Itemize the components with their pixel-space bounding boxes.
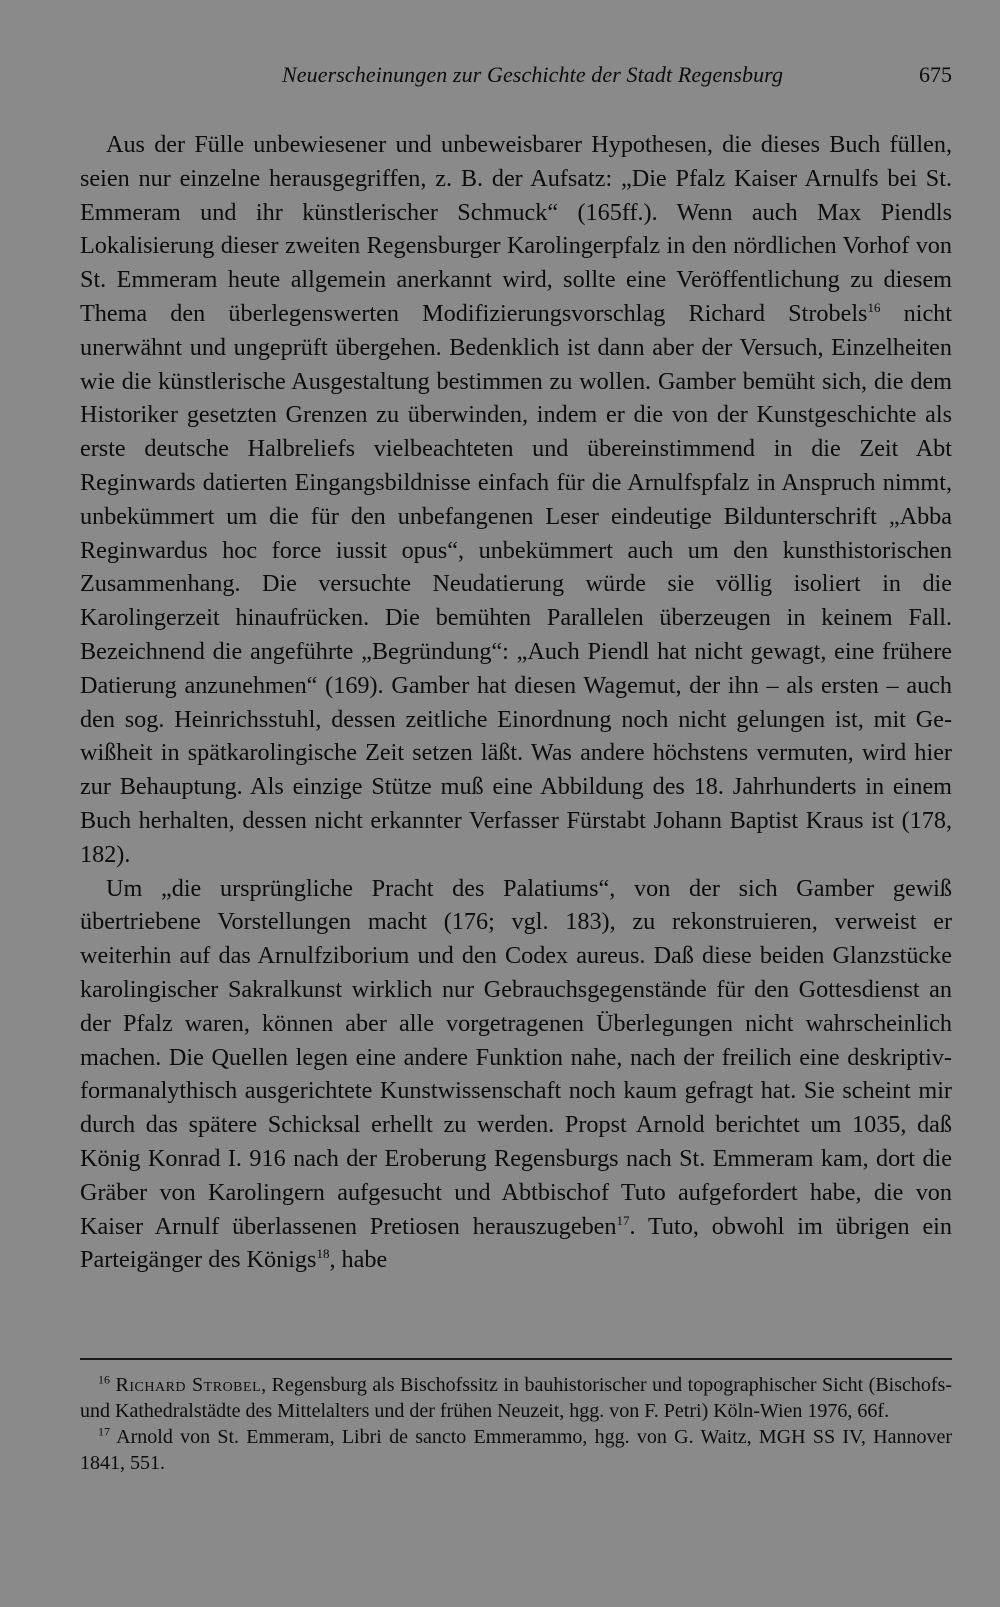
paragraph-1-part-2: nicht unerwähnt und ungeprüft übergehen. Bedenklich ist dann aber der Versuch, Einzelheiten wie die künstlerische Ausgestaltung bestimmen zu wollen. Gamber bemüht sich, die dem Historiker gesetzten Grenzen zu überwinden, indem er die von der Kunstgeschichte als erste deutsche Halbreliefs vielbeachteten und übereinstimmend in die Zeit Abt Reginwards datierten Eingangsbildnisse einfach für die Arnulfspfalz in Anspruch nimmt, unbekümmert um die für den unbefangenen Leser eindeutige Bildunterschrift „Abba Reginwardus hoc force iussit opus“, unbekümmert auch um den kunsthistorischen Zusammenhang. Die versuchte Neudatierung würde sie völlig isoliert in die Karolingerzeit hinaufrücken. Die bemühten Parallelen überzeugen in keinem Fall. Bezeichnend die angeführte „Begründung“: „Auch Piendl hat nicht gewagt, eine frühere Datierung anzunehmen“ (169). Gamber hat diesen Wagemut, der ihn – als ersten – auch den sog. Heinrichsstuhl, dessen zeitliche Einordnung noch nicht gelungen ist, mit Gewißheit in spätkarolingische Zeit setzen läßt. Was andere höchstens vermuten, wird hier zur Behauptung. Als einzige Stütze muß eine Abbildung des 18. Jahrhunderts in einem Buch herhalten, dessen nicht erkannter Verfasser Fürstabt Johann Baptist Kraus ist (178, 182). [80, 299, 952, 868]
paragraph-2-part-2: . Tuto, obwohl im übrigen ein Parteigänger des Königs [80, 1212, 952, 1274]
footnote-16 [80, 1372, 952, 1424]
page-number: 675 [919, 62, 952, 87]
running-title: Neuerscheinungen zur Geschichte der Stadt Regensburg [282, 62, 784, 87]
footnote-ref-17: 17 [616, 1212, 630, 1228]
footnote-17 [80, 1424, 952, 1476]
paragraph-2 [80, 872, 952, 1278]
footnote-marker-16: 16 [98, 1372, 110, 1387]
footnotes [80, 1372, 952, 1476]
main-text [80, 128, 952, 1277]
paragraph-2-part-3: , habe [329, 1246, 388, 1274]
footnote-17-text: Arnold von St. Emmeram, Libri de sancto Emmerammo, hgg. von G. Waitz, MGH SS IV, Hannover 1841, 551. [80, 1426, 952, 1474]
paragraph-1-part-1: Aus der Fülle unbewiesener und unbeweisbarer Hypothesen, die dieses Buch füllen, seien nur einzelne herausgegriffen, z. B. der Aufsatz: „Die Pfalz Kaiser Arnulfs bei St. Emmeram und ihr künstlerischer Schmuck“ (165ff.). Wenn auch Max Piendls Lokalisierung dieser zweiten Regensburger Karolingerpfalz in den nördlichen Vorhof von St. Emmeram heute allgemein anerkannt wird, sollte eine Veröffentlichung zu diesem Thema den überlegenswerten Modifizierungsvorschlag Richard Strobels [80, 131, 952, 327]
footnote-ref-16: 16 [867, 299, 881, 315]
paragraph-2-part-1: Um „die ursprüngliche Pracht des Palatiums“, von der sich Gamber gewiß übertriebene Vorstellungen macht (176; vgl. 183), zu rekonstruieren, verweist er weiterhin auf das Arnulfziborium und den Codex aureus. Daß diese beiden Glanzstücke karolingischer Sakralkunst wirklich nur Gebrauchsgegenstände für den Gottesdienst an der Pfalz waren, können aber alle vorgetragenen Überlegungen nicht wahrscheinlich machen. Die Quellen legen eine andere Funktion nahe, nach der freilich eine deskriptiv-formanalythisch ausgerichtete Kunstwissenschaft noch kaum gefragt hat. Sie scheint mir durch das spätere Schicksal erhellt zu werden. Propst Arnold berichtet um 1035, daß König Konrad I. 916 nach der Eroberung Regensburgs nach St. Emmeram kam, dort die Gräber von Karolingern aufgesucht und Abtbischof Tuto aufgefordert habe, die von Kaiser Arnulf überlassenen Pretiosen herauszugeben [80, 874, 952, 1240]
footnote-divider [80, 1358, 952, 1360]
footnote-16-author: Richard Strobel [115, 1374, 262, 1396]
footnote-marker-17: 17 [98, 1424, 110, 1439]
footnote-ref-18: 18 [316, 1246, 330, 1262]
footnote-16-text: , Regensburg als Bischofssitz in bauhistorischer und topographischer Sicht (Bischofs- und Kathedralstädte des Mittelalters und der frühen Neuzeit, hgg. von F. Petri) Köln-Wien 1976, 66f. [80, 1374, 952, 1422]
paragraph-1 [80, 128, 952, 872]
running-header [80, 58, 952, 94]
